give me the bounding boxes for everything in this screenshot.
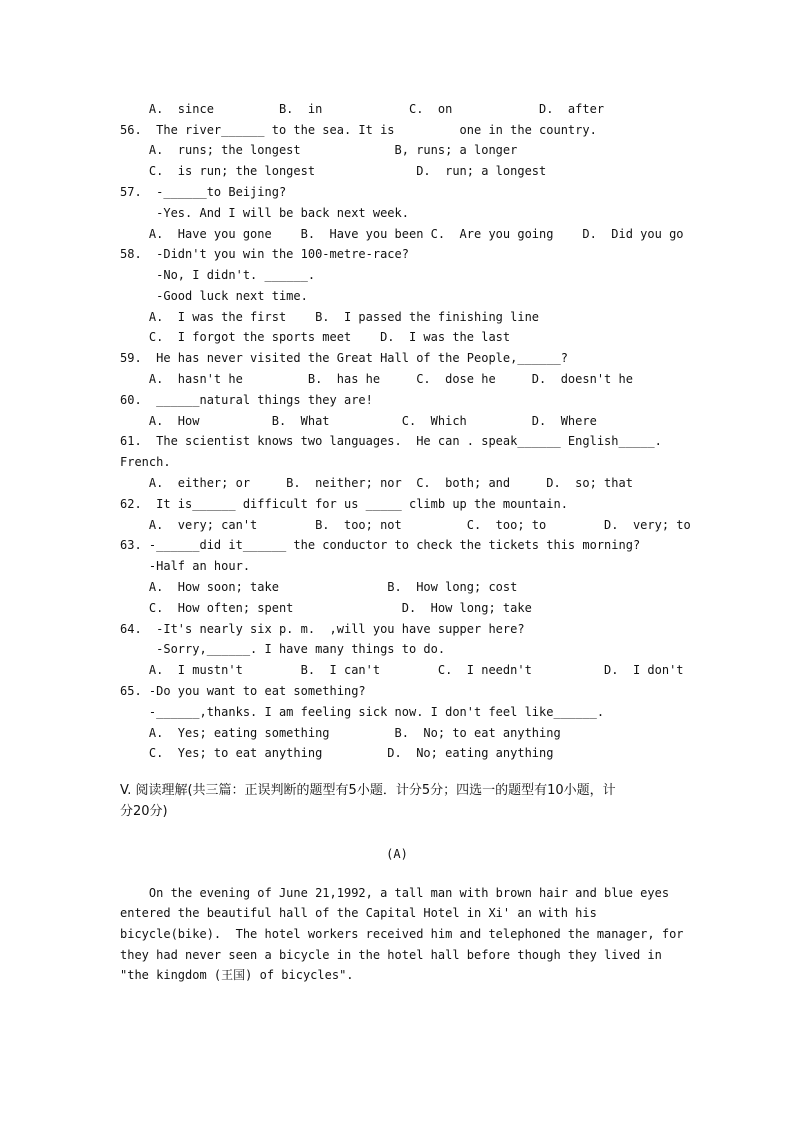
q59-options: A. hasn't he B. has he C. dose he D. doesn't he [120,372,633,386]
q57-stem: 57. -______to Beijing? [120,185,287,199]
passage-line: On the evening of June 21,1992, a tall man with brown hair and blue eyes [120,886,670,900]
passage-line: bicycle(bike). The hotel workers received him and telephoned the manager, for [120,927,684,941]
q58-stem: 58. -Didn't you win the 100-metre-race? [120,247,409,261]
passage-line: entered the beautiful hall of the Capital Hotel in Xi' an with his [120,906,597,920]
q56-options-ab: A. runs; the longest B, runs; a longer [120,143,518,157]
q64-reply: -Sorry,______. I have many things to do. [120,642,446,656]
q58-reply: -No, I didn't. ______. [120,268,316,282]
section-heading: V. 阅读理解(共三篇：正误判断的题型有5小题．计分5分；四选一的题型有10小题，计 [120,783,616,798]
q55-options: A. since B. in C. on D. after [120,102,605,116]
q63-options-ab: A. How soon; take B. How long; cost [120,580,518,594]
q61-stem-cont: French. [120,455,171,469]
q58-reply-2: -Good luck next time. [120,289,308,303]
q59-stem: 59. He has never visited the Great Hall of the People,______? [120,351,568,365]
q65-stem: 65. -Do you want to eat something? [120,684,366,698]
q64-options: A. I mustn't B. I can't C. I needn't D. I don't [120,663,684,677]
q61-stem: 61. The scientist knows two languages. He can . speak______ English_____. [120,434,662,448]
q62-stem: 62. It is______ difficult for us _____ climb up the mountain. [120,497,568,511]
q60-options: A. How B. What C. Which D. Where [120,414,597,428]
q62-options: A. very; can't B. too; not C. too; to D. very; to [120,518,691,532]
section-heading-cont: 分20分) [120,804,168,819]
q58-options-cd: C. I forgot the sports meet D. I was the last [120,330,511,344]
q65-options-cd: C. Yes; to eat anything D. No; eating anything [120,746,554,760]
q60-stem: 60. ______natural things they are! [120,393,373,407]
q65-reply: -______,thanks. I am feeling sick now. I don't feel like______. [120,705,605,719]
q63-stem: 63. -______did it______ the conductor to check the tickets this morning? [120,538,641,552]
q57-options: A. Have you gone B. Have you been C. Are you going D. Did you go [120,227,684,241]
q64-stem: 64. -It's nearly six p. m. ,will you have supper here? [120,622,525,636]
q63-options-cd: C. How often; spent D. How long; take [120,601,532,615]
q56-stem: 56. The river______ to the sea. It is one in the country. [120,123,597,137]
passage-line: they had never seen a bicycle in the hotel hall before though they lived in [120,948,662,962]
q63-reply: -Half an hour. [120,559,251,573]
q57-reply: -Yes. And I will be back next week. [120,206,409,220]
passage-label: (A) [386,847,408,861]
q58-options-ab: A. I was the first B. I passed the finishing line [120,310,540,324]
passage-line: "the kingdom (王国) of bicycles". [120,968,354,982]
q65-options-ab: A. Yes; eating something B. No; to eat anything [120,726,561,740]
q61-options: A. either; or B. neither; nor C. both; and D. so; that [120,476,633,490]
q56-options-cd: C. is run; the longest D. run; a longest [120,164,547,178]
